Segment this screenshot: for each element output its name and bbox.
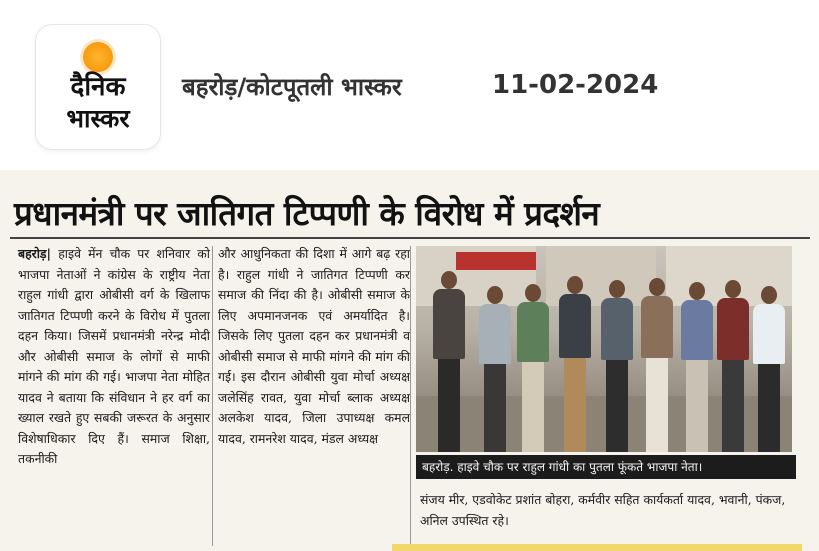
column-divider [212, 246, 213, 546]
photo-person [476, 282, 514, 452]
edition-title: बहरोड़/कोटपूतली भास्कर [182, 73, 402, 101]
photo-person [514, 280, 552, 452]
photo-person [750, 282, 788, 452]
photo-person [430, 267, 468, 452]
article-column-1 [18, 244, 210, 470]
column-2-text: और आधुनिकता की दिशा में आगे बढ़ रहा है। राहुल गांधी ने जातिगत टिप्पणी कर समाज की निंदा की है। ओबीसी समाज के लिए अपमानजनक एवं अमर्यादित है। जिसके लिए पुतला दहन कर प्रधानमंत्री व ओबीसी समाज से माफी मांगने की मांग की गई। इस दौरान ओबीसी युवा मोर्चा अध्यक्ष जलेसिंह रावत, युवा मोर्चा ब्लाक अध्यक्ष अलकेश यादव, जिला उपाध्यक्ष कमल यादव, रामनरेश यादव, मंडल अध्यक्ष [218, 246, 410, 446]
dateline: बहरोड़| [18, 246, 52, 261]
column-1-text: हाइवे मेंन चौक पर शनिवार को भाजपा नेताओं ने कांग्रेस के राष्ट्रीय नेता राहुल गांधी द्वारा ओबीसी वर्ग के खिलाफ जातिगत टिप्पणी करने के विरोध में पुतला दहन किया। जिसमें प्रधानमंत्री नरेन्द्र मोदी और ओबीसी समाज के लोगों से माफी मांगने की मांग की गई। भाजपा नेता मोहित यादव ने बताया कि संविधान ने हर वर्ग का ख्याल रखते हुए सबकी जरूरत के अनुसार विशेषाधिकार दिए हैं। समाज शिक्षा, तकनीकी [18, 246, 210, 466]
column-divider [410, 246, 411, 546]
logo-text-line2: भास्कर [66, 104, 130, 133]
news-photo [416, 246, 792, 452]
logo-text-line1: दैनिक [70, 72, 126, 102]
photo-person [678, 278, 716, 452]
photo-person [714, 276, 752, 452]
article-column-2 [218, 244, 410, 449]
dainik-bhaskar-logo [36, 25, 160, 149]
article-headline: प्रधानमंत्री पर जातिगत टिप्पणी के विरोध में प्रदर्शन [14, 194, 600, 233]
photo-person [556, 272, 594, 452]
article-column-3 [420, 490, 800, 531]
next-article-strip [392, 544, 802, 551]
newspaper-clipping [0, 170, 819, 551]
edition-date: 11-02-2024 [492, 70, 659, 100]
photo-caption: बहरोड़. हाइवे चौक पर राहुल गांधी का पुतला फूंकते भाजपा नेता। [416, 455, 796, 479]
headline-rule [10, 237, 810, 239]
column-3-text: संजय मीर, एडवोकेट प्रशांत बोहरा, कर्मवीर सहित कार्यकर्ता यादव, भवानी, पंकज, अनिल उपस्थित रहे। [420, 492, 786, 528]
photo-person [638, 274, 676, 452]
page-header [0, 0, 819, 165]
sun-icon [83, 42, 113, 72]
photo-sign [456, 252, 536, 270]
photo-person [598, 276, 636, 452]
